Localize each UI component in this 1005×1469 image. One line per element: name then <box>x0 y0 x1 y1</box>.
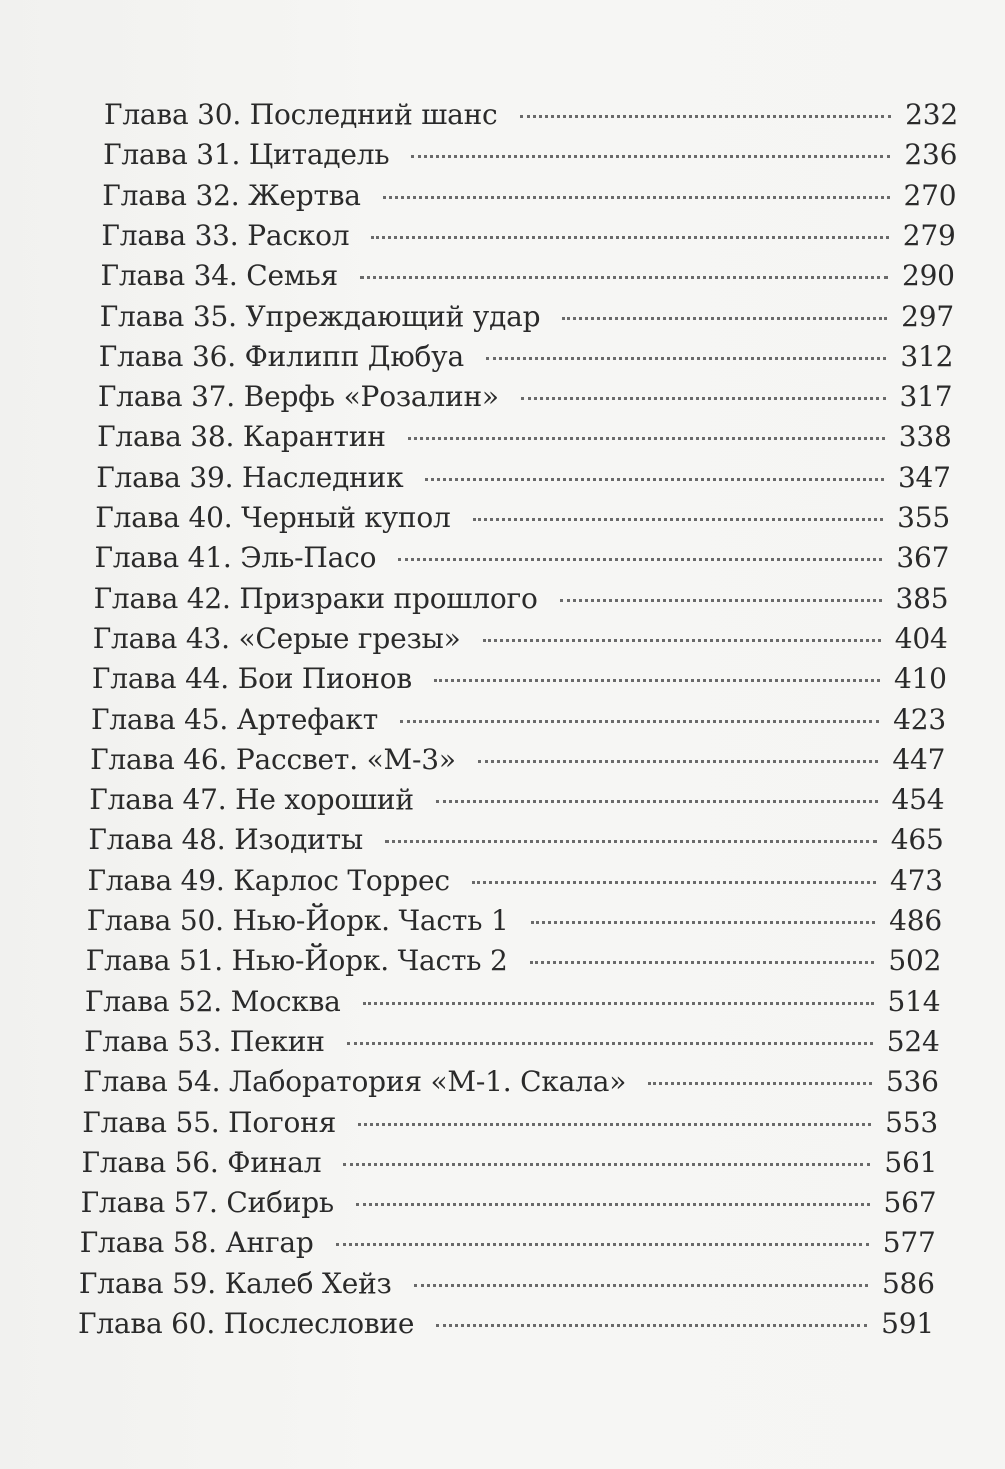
toc-entry <box>78 1304 934 1344</box>
toc-entry <box>84 1022 940 1062</box>
toc-entry <box>102 176 956 216</box>
toc-entry-page-number: 465 <box>890 823 944 857</box>
toc-entry <box>83 1062 939 1102</box>
toc-dot-leader <box>411 155 890 158</box>
toc-dot-leader <box>425 478 884 481</box>
toc-dot-leader <box>531 921 876 924</box>
toc-dot-leader <box>363 1002 874 1005</box>
toc-entry-title: Глава 33. Раскол <box>101 218 350 252</box>
toc-entry-title: Глава 43. «Серые грезы» <box>92 621 461 655</box>
toc-entry-page-number: 561 <box>884 1145 938 1179</box>
toc-entry-title: Глава 42. Призраки прошлого <box>93 581 538 615</box>
toc-entry-page-number: 454 <box>891 783 945 817</box>
toc-entry-page-number: 524 <box>886 1024 940 1058</box>
toc-dot-leader <box>343 1163 870 1166</box>
toc-entry-title: Глава 39. Наследник <box>96 460 404 494</box>
toc-entry-title: Глава 44. Бои Пионов <box>91 662 412 696</box>
toc-entry-page-number: 270 <box>903 178 957 212</box>
toc-entry-title: Глава 60. Послесловие <box>78 1307 415 1340</box>
toc-dot-leader <box>400 720 879 723</box>
toc-entry-page-number: 355 <box>897 501 950 534</box>
toc-entry-page-number: 514 <box>887 984 941 1018</box>
toc-entry <box>99 337 953 377</box>
toc-dot-leader <box>383 196 890 199</box>
toc-dot-leader <box>520 115 892 118</box>
toc-entry-page-number: 347 <box>897 460 951 494</box>
toc-entry-page-number: 297 <box>901 299 954 333</box>
toc-entry-title: Глава 56. Финал <box>81 1145 322 1179</box>
toc-dot-leader <box>336 1243 869 1246</box>
toc-entry-title: Глава 36. Филипп Дюбуа <box>98 339 464 373</box>
toc-entry <box>94 579 949 619</box>
toc-entry-title: Глава 52. Москва <box>84 984 341 1018</box>
toc-entry-page-number: 423 <box>893 702 946 736</box>
toc-entry-title: Глава 30. Последний шанс <box>104 98 498 131</box>
toc-entry-title: Глава 46. Рассвет. «М-3» <box>90 742 456 776</box>
toc-entry-page-number: 236 <box>904 138 958 172</box>
toc-dot-leader <box>521 397 886 400</box>
toc-dot-leader <box>360 276 888 279</box>
toc-dot-leader <box>562 317 887 320</box>
toc-entry <box>88 861 943 901</box>
toc-entry-title: Глава 58. Ангар <box>79 1226 314 1260</box>
toc-entry-title: Глава 51. Нью-Йорк. Часть 2 <box>85 944 508 978</box>
toc-entry-title: Глава 54. Лаборатория «М-1. Скала» <box>83 1065 627 1099</box>
toc-entry <box>89 780 944 820</box>
toc-entry-title: Глава 40. Черный купол <box>95 501 451 534</box>
toc-entry-title: Глава 49. Карлос Торрес <box>87 863 450 897</box>
toc-dot-leader <box>436 1324 867 1327</box>
toc-entry-page-number: 447 <box>892 742 946 776</box>
toc-entry-title: Глава 53. Пекин <box>84 1024 325 1058</box>
toc-entry <box>80 1223 936 1263</box>
toc-entry-page-number: 367 <box>896 541 950 575</box>
toc-entry-page-number: 385 <box>895 581 949 615</box>
toc-entry <box>92 659 947 699</box>
toc-entry-page-number: 591 <box>881 1307 934 1340</box>
toc-entry <box>87 901 942 941</box>
toc-dot-leader <box>408 437 885 440</box>
toc-entry <box>95 538 950 578</box>
toc-entry <box>79 1264 935 1304</box>
toc-dot-leader <box>530 961 875 964</box>
toc-dot-leader <box>385 840 877 843</box>
toc-dot-leader <box>648 1082 872 1085</box>
toc-entry-title: Глава 59. Калеб Хейз <box>78 1266 392 1300</box>
toc-entry-page-number: 502 <box>888 944 942 978</box>
toc-entry-title: Глава 50. Нью-Йорк. Часть 1 <box>86 904 509 937</box>
toc-entry <box>85 982 941 1022</box>
toc-dot-leader <box>356 1203 870 1206</box>
toc-entry <box>103 135 957 175</box>
toc-entry-title: Глава 41. Эль-Пасо <box>94 541 377 575</box>
toc-entry <box>82 1143 938 1183</box>
toc-entry <box>100 297 954 337</box>
toc-entry-title: Глава 47. Не хороший <box>89 783 414 817</box>
toc-entry-title: Глава 32. Жертва <box>102 178 361 212</box>
toc-entry-page-number: 338 <box>898 420 952 454</box>
toc-dot-leader <box>560 599 882 602</box>
toc-dot-leader <box>371 236 888 239</box>
toc-dot-leader <box>478 760 879 763</box>
toc-entry <box>81 1183 937 1223</box>
toc-entry-page-number: 312 <box>900 339 954 373</box>
toc-entry-page-number: 290 <box>901 259 955 293</box>
toc-entry <box>95 498 950 538</box>
toc-entry-page-number: 586 <box>881 1266 935 1300</box>
toc-dot-leader <box>434 679 880 682</box>
toc-dot-leader <box>358 1123 871 1126</box>
toc-dot-leader <box>398 558 882 561</box>
toc-entry <box>104 95 958 135</box>
toc-entry-page-number: 404 <box>894 621 948 655</box>
toc-entry <box>93 619 948 659</box>
toc-entry <box>101 256 955 296</box>
toc-dot-leader <box>472 881 876 884</box>
toc-entry <box>90 740 945 780</box>
toc-entry <box>91 700 946 740</box>
toc-entry-title: Глава 34. Семья <box>100 259 338 293</box>
toc-dot-leader <box>347 1042 873 1045</box>
toc-entry-page-number: 410 <box>893 662 947 696</box>
toc-entry-title: Глава 31. Цитадель <box>103 138 390 172</box>
toc-dot-leader <box>473 518 884 521</box>
toc-entry-title: Глава 45. Артефакт <box>91 702 378 736</box>
toc-entry-page-number: 317 <box>899 380 953 414</box>
toc-entry-page-number: 279 <box>902 218 956 252</box>
toc-entry-title: Глава 57. Сибирь <box>80 1186 334 1220</box>
toc-dot-leader <box>486 357 886 360</box>
toc-entry-page-number: 553 <box>885 1105 938 1139</box>
toc-entry <box>97 417 952 457</box>
toc-entry <box>88 820 943 860</box>
toc-dot-leader <box>436 800 878 803</box>
toc-entry-page-number: 232 <box>905 98 958 131</box>
toc-entry-page-number: 486 <box>889 904 942 937</box>
toc-entry-title: Глава 48. Изодиты <box>88 823 364 857</box>
toc-entry-page-number: 567 <box>883 1186 937 1220</box>
toc-entry <box>96 458 951 498</box>
toc-entry <box>101 216 955 256</box>
toc-entry <box>86 941 941 981</box>
toc-dot-leader <box>414 1284 868 1287</box>
toc-entry-title: Глава 38. Карантин <box>97 420 386 454</box>
toc-entry-page-number: 577 <box>882 1226 936 1260</box>
toc-entry-page-number: 473 <box>889 863 943 897</box>
toc-entry-title: Глава 37. Верфь «Розалин» <box>97 380 499 414</box>
toc-entry <box>82 1103 938 1143</box>
toc-entry-title: Глава 55. Погоня <box>82 1105 337 1139</box>
toc-entry-page-number: 536 <box>885 1065 939 1099</box>
toc-entry <box>98 377 953 417</box>
toc-entry-title: Глава 35. Упреждающий удар <box>99 299 541 333</box>
toc-dot-leader <box>483 639 881 642</box>
